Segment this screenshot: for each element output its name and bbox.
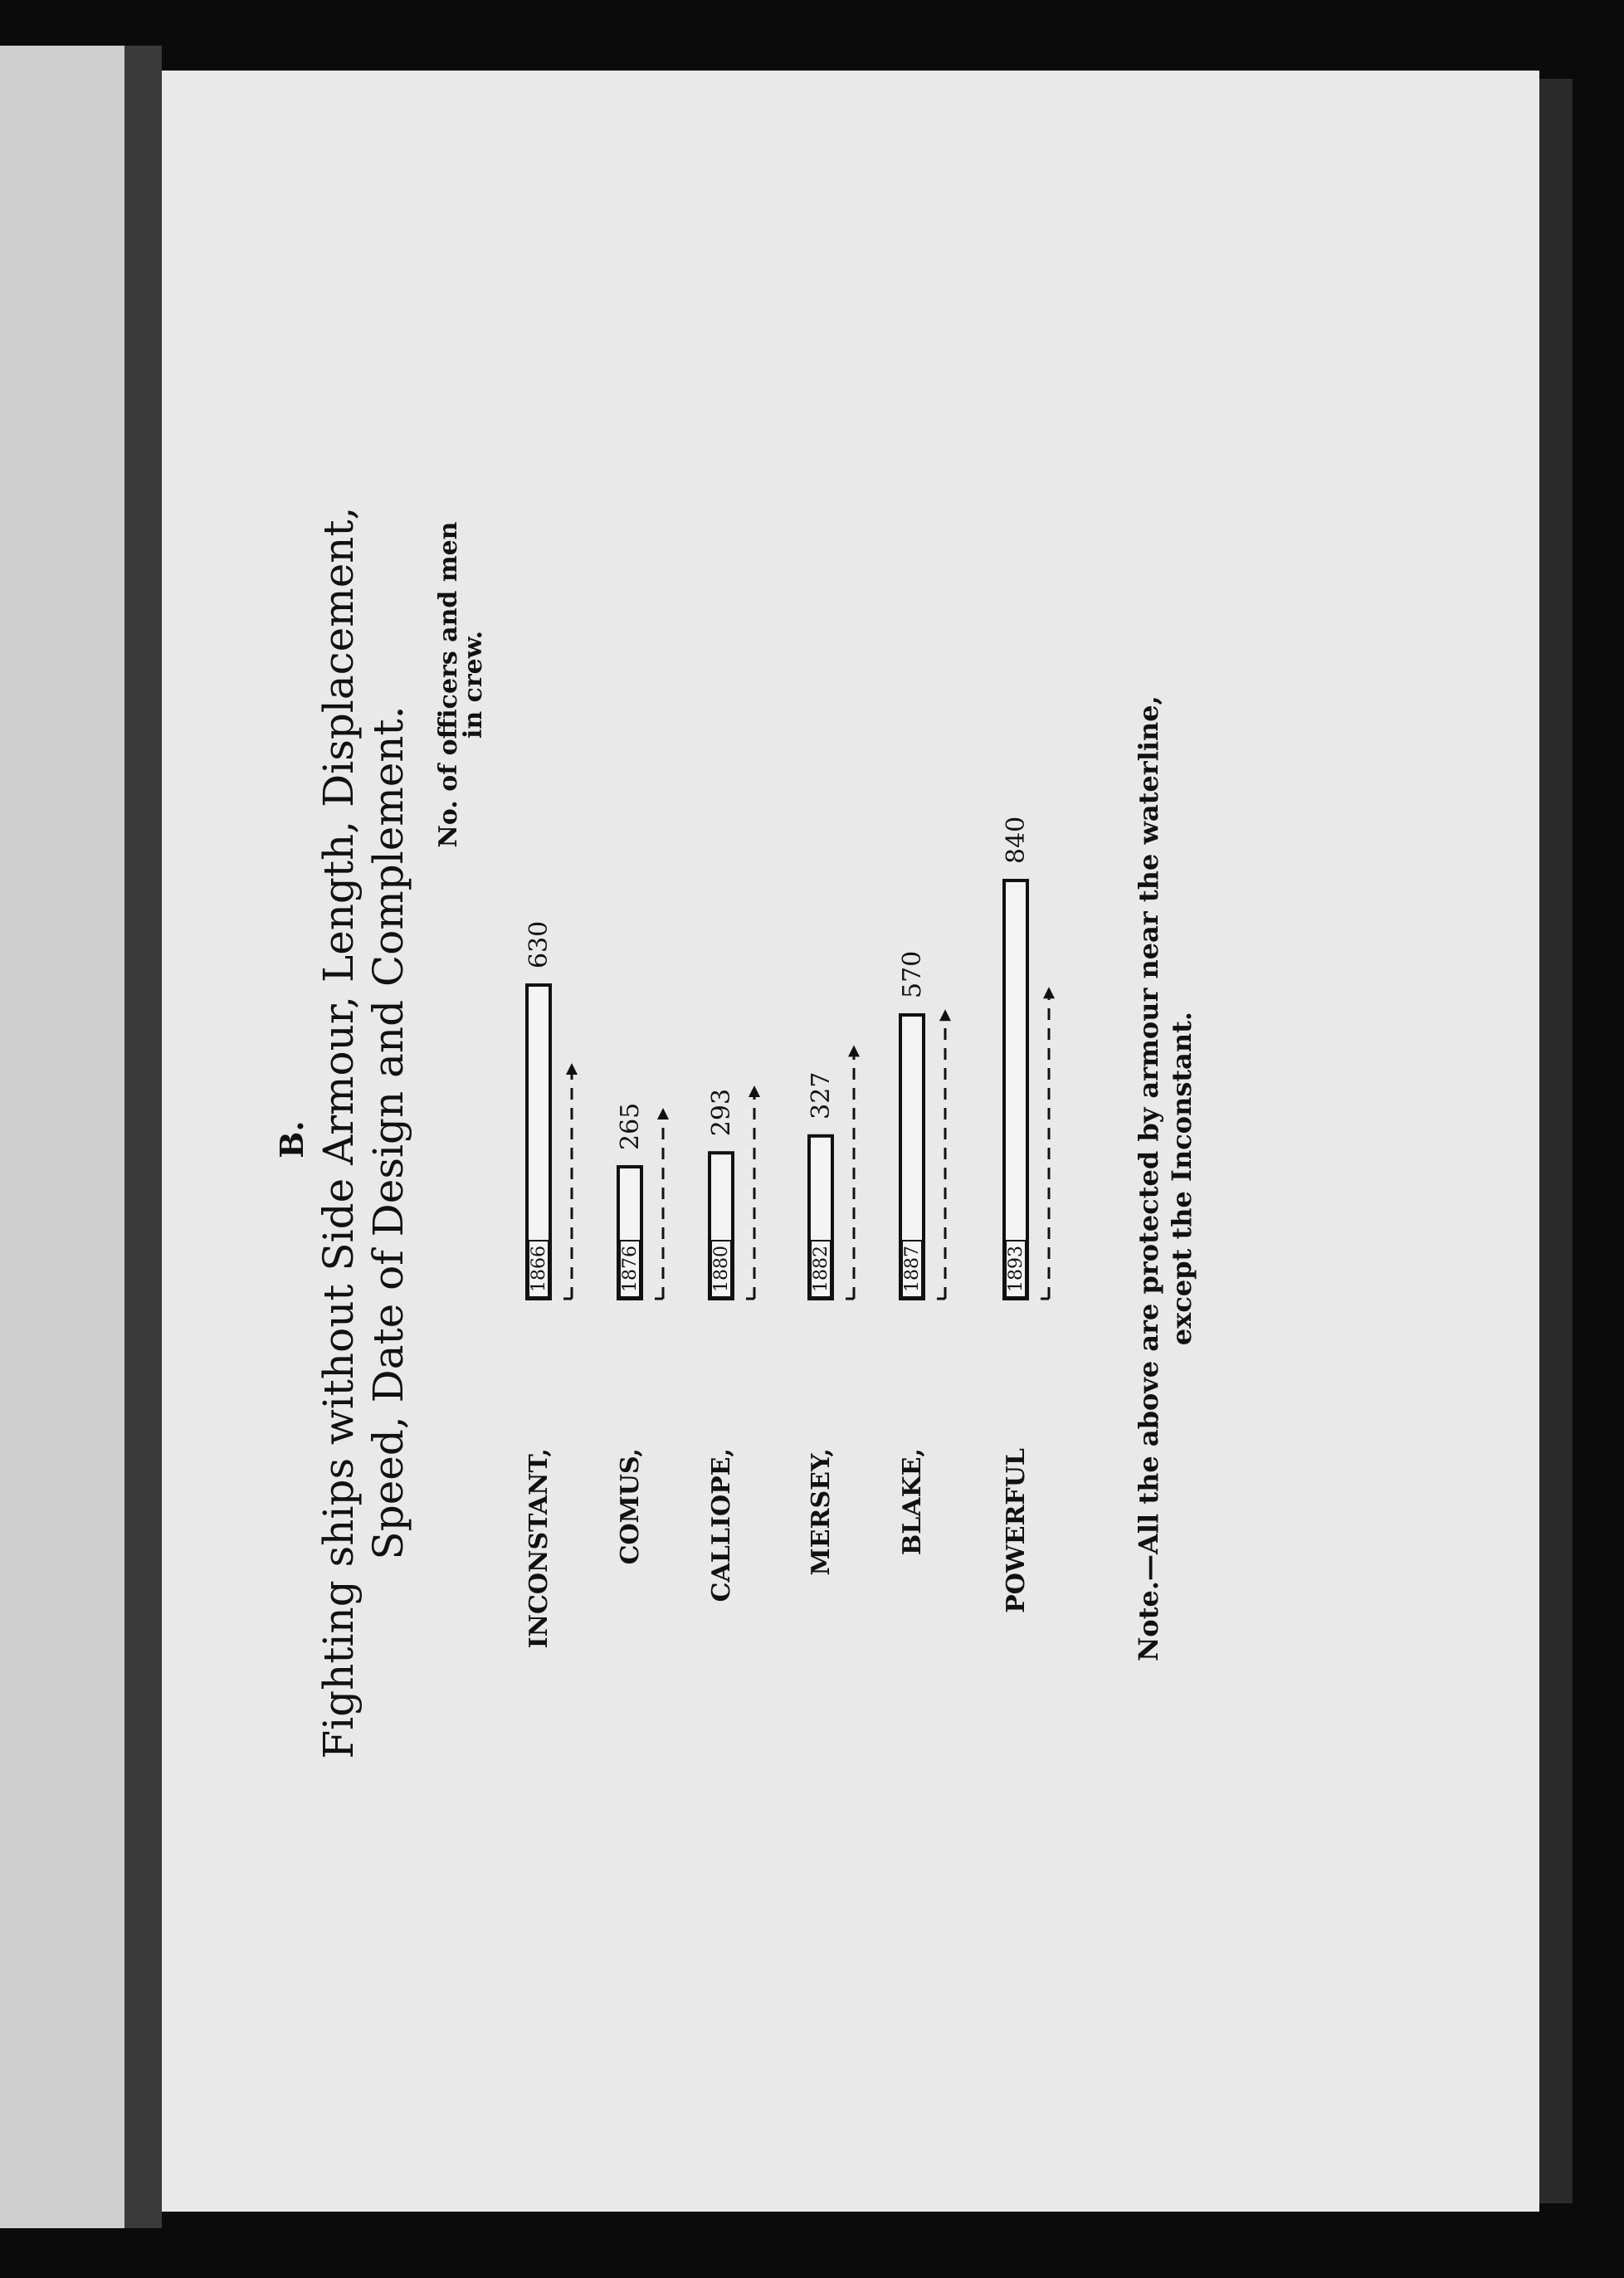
category-label: MERSEY, <box>807 1448 836 1576</box>
page-edge-shadow <box>1539 79 1573 2203</box>
value-label-line-2: in crew. <box>459 630 488 739</box>
design-year-label: 1893 <box>1006 1246 1027 1292</box>
design-year-label: 1887 <box>902 1246 923 1292</box>
category-label: COMUS, <box>616 1448 645 1565</box>
category-label: BLAKE, <box>898 1448 927 1556</box>
value-label-line-1: No. of officers and men <box>434 521 463 848</box>
value-label: 570 <box>898 950 927 998</box>
book-gutter <box>124 46 162 2228</box>
note-line-2: except the Inconstant. <box>1166 1011 1197 1346</box>
value-label: 293 <box>707 1088 736 1137</box>
heading-letter: B. <box>273 1120 310 1159</box>
category-label: CALLIOPE, <box>707 1448 736 1602</box>
note-line-1: Note.—All the above are protected by armour near the waterline, <box>1133 695 1164 1661</box>
value-label: 265 <box>616 1102 645 1150</box>
design-year-label: 1880 <box>711 1246 732 1292</box>
design-year-label: 1876 <box>620 1246 641 1292</box>
category-label: INCONSTANT, <box>524 1448 554 1649</box>
facing-page-edge <box>0 46 124 2228</box>
title-line-2: Speed, Date of Design and Complement. <box>364 705 412 1560</box>
value-label: 630 <box>524 920 554 968</box>
value-label: 840 <box>1002 816 1031 864</box>
category-label: POWERFUL <box>1002 1448 1031 1613</box>
bar <box>1004 880 1027 1299</box>
title-line-1: Fighting ships without Side Armour, Length, Displacement, <box>315 506 363 1759</box>
design-year-label: 1866 <box>529 1246 549 1292</box>
value-label: 327 <box>807 1071 836 1119</box>
design-year-label: 1882 <box>811 1246 832 1292</box>
